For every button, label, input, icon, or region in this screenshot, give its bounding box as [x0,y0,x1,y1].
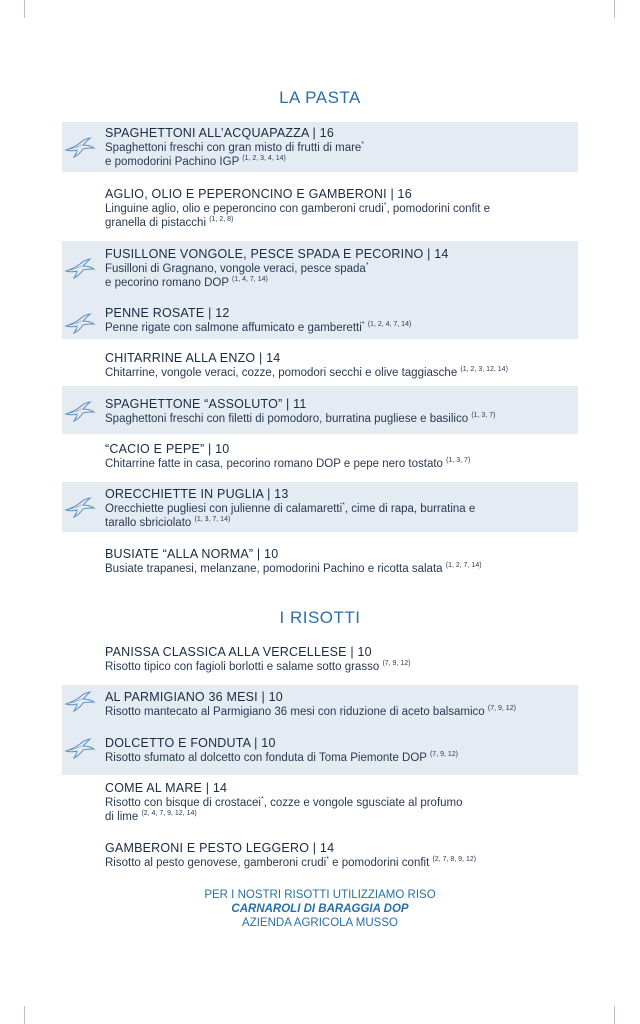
dish-title: SPAGHETTONE “ASSOLUTO” | 11 [105,397,307,411]
dish-description: Fusilloni di Gragnano, vongole veraci, pesce spada* e pecorino romano DOP $^{(1, 4, 7, 14)}$ [105,262,369,289]
menu-item [105,186,565,230]
dish-title: PENNE ROSATE | 12 [105,306,230,320]
dish-description: Linguine aglio, olio e peperoncino con gamberoni crudi*, pomodorini confit e granella di pistacchi $^{(1, 2, 8)}$ [105,202,491,229]
section-title-risotti: I RISOTTI [279,608,361,627]
menu-item [105,125,565,169]
dish-title: FUSILLONE VONGOLE, PESCE SPADA E PECORINO | 14 [105,247,449,261]
rice-note-farm: AZIENDA AGRICOLA MUSSO [242,917,398,929]
crop-mark [614,0,615,18]
menu-item [105,644,565,674]
swallow-icon [64,312,96,334]
menu-item [105,246,565,290]
dish-description: Risotto mantecato al Parmigiano 36 mesi con riduzione di aceto balsamico $^{(7, 9, 12)}$ [105,705,516,718]
rice-note [0,888,640,930]
rice-note-line: PER I NOSTRI RISOTTI UTILIZZIAMO RISO [204,889,436,901]
menu-item [105,840,565,870]
dish-description: Spaghettoni freschi con filetti di pomodoro, burratina pugliese e basilico $^{(1, 3, 7)}$ [105,412,496,425]
dish-description: Chitarrine, vongole veraci, cozze, pomodori secchi e olive taggiasche $^{(1, 2, 3, 12, 14)}$ [105,366,508,379]
menu-item [105,486,565,530]
dish-title: CHITARRINE ALLA ENZO | 14 [105,351,281,365]
menu-item [105,396,565,426]
menu-item [105,735,565,765]
dish-description: Orecchiette pugliesi con julienne di calamaretti*, cime di rapa, burratina e tarallo sbriciolato $^{(1, 3, 7, 14)}$ [105,502,476,529]
rice-note-variety: CARNAROLI DI BARAGGIA DOP [231,903,409,915]
swallow-icon [64,737,96,759]
dish-title: AL PARMIGIANO 36 MESI | 10 [105,690,283,704]
section-title-pasta: LA PASTA [279,88,361,107]
menu-item [105,441,565,471]
menu-item [105,305,565,335]
menu-item [105,780,565,824]
dish-title: BUSIATE “ALLA NORMA” | 10 [105,547,279,561]
swallow-icon [64,136,96,158]
menu-item [105,546,565,576]
dish-description: Busiate trapanesi, melanzane, pomodorini Pachino e ricotta salata $^{(1, 2, 7, 14)}$ [105,562,482,575]
crop-mark [24,0,25,18]
swallow-icon [64,400,96,422]
menu-item [105,350,565,380]
menu-item [105,689,565,719]
dish-description: Risotto con bisque di crostacei*, cozze e vongole sgusciate al profumo di lime $^{(2, 4, 7, 9, 12, 14)}$ [105,796,463,823]
dish-title: “CACIO E PEPE” | 10 [105,442,230,456]
dish-title: DOLCETTO E FONDUTA | 10 [105,736,276,750]
swallow-icon [64,690,96,712]
dish-description: Spaghettoni freschi con gran misto di frutti di mare* e pomodorini Pachino IGP $^{(1, 2, 3, 4, 14)}$ [105,141,365,168]
crop-mark [24,1006,25,1024]
swallow-icon [64,257,96,279]
dish-title: PANISSA CLASSICA ALLA VERCELLESE | 10 [105,645,372,659]
dish-title: GAMBERONI E PESTO LEGGERO | 14 [105,841,335,855]
dish-title: ORECCHIETTE IN PUGLIA | 13 [105,487,289,501]
dish-title: COME AL MARE | 14 [105,781,228,795]
dish-description: Risotto sfumato al dolcetto con fonduta di Toma Piemonte DOP $^{(7, 9, 12)}$ [105,751,458,764]
dish-description: Chitarrine fatte in casa, pecorino romano DOP e pepe nero tostato $^{(1, 3, 7)}$ [105,457,471,470]
dish-description: Penne rigate con salmone affumicato e gamberetti* $^{(1, 2, 4, 7, 14)}$ [105,321,412,334]
crop-mark [614,1006,615,1024]
swallow-icon [64,496,96,518]
dish-description: Risotto al pesto genovese, gamberoni crudi* e pomodorini confit $^{(2, 7, 8, 9, 12)}$ [105,856,477,869]
dish-description: Risotto tipico con fagioli borlotti e salame sotto grasso $^{(7, 9, 12)}$ [105,660,411,673]
dish-title: AGLIO, OLIO E PEPERONCINO E GAMBERONI | 16 [105,187,412,201]
dish-title: SPAGHETTONI ALL’ACQUAPAZZA | 16 [105,126,334,140]
